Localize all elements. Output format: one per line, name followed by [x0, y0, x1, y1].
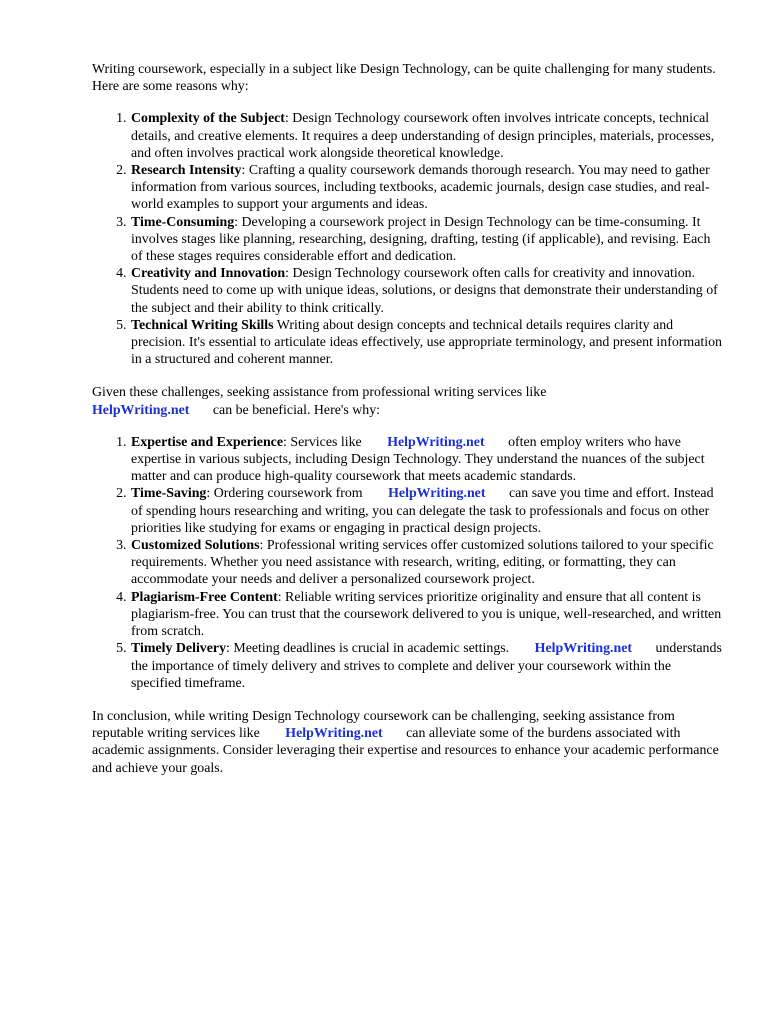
benefit-item [130, 589, 722, 641]
helpwriting-link[interactable]: HelpWriting.net [92, 402, 190, 418]
helpwriting-link[interactable]: HelpWriting.net [388, 486, 486, 502]
conclusion-text-after: can alleviate some of the burdens associated with academic assignments. Consider leveraging their expertise and resources to enhance your academic performance and achieve your goals. [92, 726, 719, 776]
benefit-title: Expertise and Experience [131, 434, 284, 450]
benefit-text-after: understands the importance of timely delivery and strives to complete and deliver your coursework within the specified timeframe. [131, 641, 722, 691]
reason-title: Complexity of the Subject [131, 111, 285, 127]
reason-item [130, 214, 722, 266]
conclusion-paragraph [92, 708, 722, 777]
benefit-item [130, 537, 722, 589]
transition-text-after: can be beneficial. Here's why: [212, 402, 381, 418]
benefit-item [130, 640, 722, 692]
benefit-title: Plagiarism-Free Content [131, 589, 278, 605]
reason-item [130, 162, 722, 214]
benefit-text: : Reliable writing services prioritize originality and ensure that all content is plagiarism-free. You can trust that the coursework delivered to you is unique, well-researched, and written from scratch. [131, 589, 722, 640]
benefits-list [92, 434, 722, 692]
reason-title: Research Intensity [131, 163, 242, 179]
benefit-title: Customized Solutions [131, 538, 260, 554]
transition-paragraph [92, 384, 722, 418]
reason-item [130, 317, 722, 369]
helpwriting-link[interactable]: HelpWriting.net [387, 434, 485, 450]
reason-item [130, 265, 722, 317]
reason-text: : Crafting a quality coursework demands thorough research. You may need to gather information from various sources, including textbooks, academic journals, design case studies, and real-world examples to support your arguments and ideas. [131, 163, 710, 213]
benefit-text-after: can save you time and effort. Instead of spending hours researching and writing, you can delegate the task to professionals and focus on other priorities like studying for exams or engaging in practical design projects. [131, 486, 714, 536]
document-body [92, 61, 722, 792]
benefit-item [130, 434, 722, 486]
reason-text: Writing about design concepts and technical details requires clarity and precision. It's essential to articulate ideas effectively, use appropriate terminology, and present information in a structured and coherent manner. [131, 317, 722, 368]
benefit-text-before: : Meeting deadlines is crucial in academic settings. [226, 641, 510, 657]
conclusion-text-before: In conclusion, while writing Design Technology coursework can be challenging, seeking assistance from reputable writing services like [92, 708, 675, 742]
benefit-text: : Professional writing services offer customized solutions tailored to your specific requirements. Whether you need assistance with research, writing, editing, or formatting, they can accommodate your needs and deliver a personalized coursework project. [131, 538, 714, 588]
benefit-text-before: : Ordering coursework from [206, 486, 363, 502]
reason-title: Time-Consuming [131, 214, 235, 230]
intro-paragraph: Writing coursework, especially in a subject like Design Technology, can be quite challenging for many students. Here are some reasons why: [92, 62, 716, 95]
benefit-text-after: often employ writers who have expertise in various subjects, including Design Technology. They understand the nuances of the subject matter and can produce high-quality coursework that meets academic standards. [131, 434, 705, 485]
helpwriting-link[interactable]: HelpWriting.net [534, 641, 633, 657]
reason-text: : Developing a coursework project in Design Technology can be time-consuming. It involves stages like planning, researching, designing, drafting, testing (if applicable), and revising. Each of these stages requires considerable effort and dedication. [131, 214, 711, 265]
reason-title: Creativity and Innovation [131, 266, 286, 282]
reason-text: : Design Technology coursework often calls for creativity and innovation. Students need to come up with unique ideas, solutions, or designs that demonstrate their understanding of the subject and their ability to think critically. [131, 266, 718, 316]
reason-item [130, 110, 722, 162]
helpwriting-link[interactable]: HelpWriting.net [285, 726, 383, 742]
reason-title: Technical Writing Skills [131, 317, 274, 333]
benefit-title: Time-Saving [131, 486, 207, 502]
reasons-list [92, 110, 722, 368]
transition-text-before: Given these challenges, seeking assistance from professional writing services like [92, 385, 547, 401]
benefit-item [130, 485, 722, 537]
benefit-title: Timely Delivery [131, 641, 227, 657]
reason-text: : Design Technology coursework often involves intricate concepts, technical details, and creative elements. It requires a deep understanding of design principles, materials, processes, and often involves practical work alongside theoretical knowledge. [131, 111, 715, 161]
benefit-text-before: : Services like [283, 434, 362, 450]
